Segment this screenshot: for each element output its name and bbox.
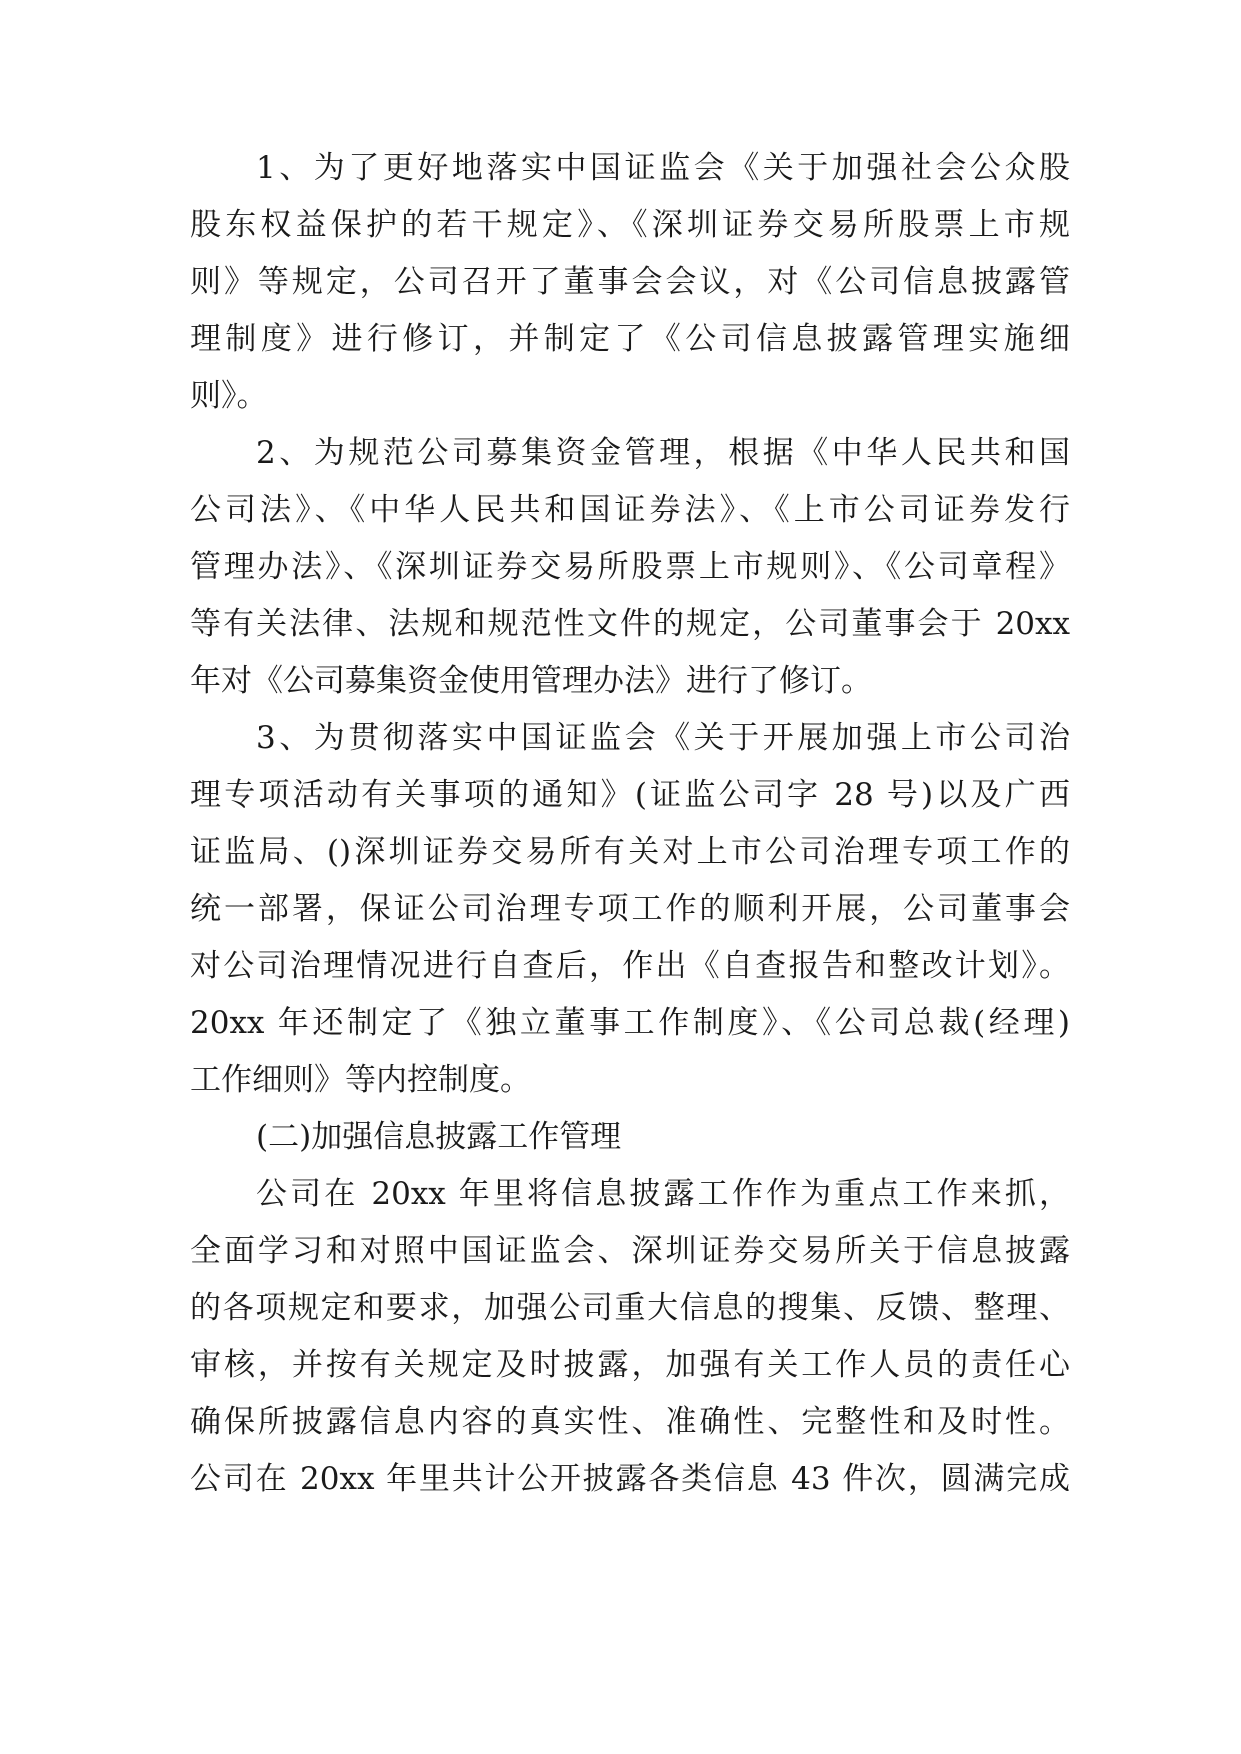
paragraph-2-line-1: 2、为规范公司募集资金管理，根据《中华人民共和国 <box>256 435 1070 471</box>
paragraph-3-line-7: 工作细则》等内控制度。 <box>190 1062 531 1098</box>
paragraph-4-line-3: 的各项规定和要求，加强公司重大信息的搜集、反馈、整理、 <box>190 1290 1070 1326</box>
paragraph-3-line-2: 理专项活动有关事项的通知》(证监公司字 28 号)以及广西 <box>190 777 1070 813</box>
paragraph-4-line-1: 公司在 20xx 年里将信息披露工作作为重点工作来抓， <box>256 1176 1070 1212</box>
paragraph-1-line-1: 1、为了更好地落实中国证监会《关于加强社会公众股 <box>256 150 1070 186</box>
paragraph-2-line-3: 管理办法》、《深圳证券交易所股票上市规则》、《公司章程》 <box>190 549 1070 585</box>
paragraph-3-line-3: 证监局、()深圳证券交易所有关对上市公司治理专项工作的 <box>190 834 1070 870</box>
paragraph-2-line-2: 公司法》、《中华人民共和国证券法》、《上市公司证券发行 <box>190 492 1070 528</box>
paragraph-1-line-2: 股东权益保护的若干规定》、《深圳证券交易所股票上市规 <box>190 207 1070 243</box>
paragraph-4-line-4: 审核，并按有关规定及时披露，加强有关工作人员的责任心 <box>190 1347 1070 1383</box>
paragraph-4-line-2: 全面学习和对照中国证监会、深圳证券交易所关于信息披露 <box>190 1233 1070 1269</box>
paragraph-3-line-5: 对公司治理情况进行自查后，作出《自查报告和整改计划》。 <box>190 948 1070 984</box>
paragraph-1-line-3: 则》等规定，公司召开了董事会会议，对《公司信息披露管 <box>190 264 1070 300</box>
paragraph-1-line-5: 则》。 <box>190 378 268 414</box>
section-heading: (二)加强信息披露工作管理 <box>256 1119 622 1155</box>
paragraph-2-line-5: 年对《公司募集资金使用管理办法》进行了修订。 <box>190 663 872 699</box>
paragraph-3-line-6: 20xx 年还制定了《独立董事工作制度》、《公司总裁(经理) <box>190 1005 1070 1041</box>
paragraph-4-line-6: 公司在 20xx 年里共计公开披露各类信息 43 件次，圆满完成 <box>190 1461 1070 1497</box>
paragraph-3-line-1: 3、为贯彻落实中国证监会《关于开展加强上市公司治 <box>256 720 1070 756</box>
paragraph-1-line-4: 理制度》进行修订，并制定了《公司信息披露管理实施细 <box>190 321 1070 357</box>
paragraph-3-line-4: 统一部署，保证公司治理专项工作的顺利开展，公司董事会 <box>190 891 1070 927</box>
paragraph-2-line-4: 等有关法律、法规和规范性文件的规定，公司董事会于 20xx <box>190 606 1070 642</box>
paragraph-4-line-5: 确保所披露信息内容的真实性、准确性、完整性和及时性。 <box>190 1404 1070 1440</box>
